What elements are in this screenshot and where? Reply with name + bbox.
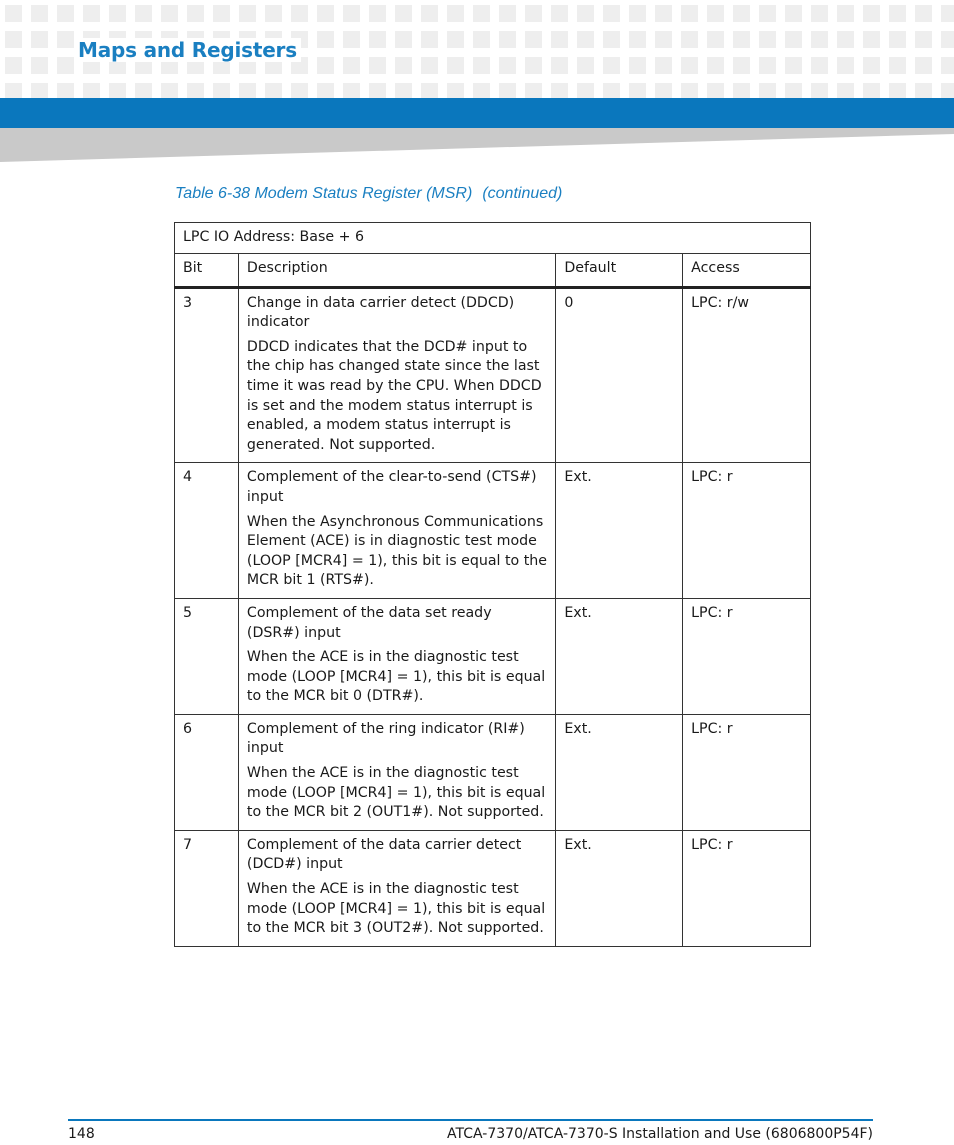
header-pattern-square xyxy=(343,83,360,98)
header-pattern-square xyxy=(811,83,828,98)
header-pattern-square xyxy=(317,57,334,74)
default-cell: 0 xyxy=(556,287,683,463)
header-pattern-square xyxy=(317,83,334,98)
header-pattern-square xyxy=(447,31,464,48)
header-pattern-square xyxy=(629,57,646,74)
header-pattern-square xyxy=(187,5,204,22)
header-pattern-square xyxy=(551,83,568,98)
header-pattern-square xyxy=(681,83,698,98)
default-cell: Ext. xyxy=(556,830,683,946)
header-pattern-square xyxy=(525,83,542,98)
header-pattern-square xyxy=(135,83,152,98)
header-pattern-square xyxy=(733,57,750,74)
header-pattern-square xyxy=(551,57,568,74)
table-row xyxy=(175,598,811,714)
description-body: When the Asynchronous Communications Element (ACE) is in diagnostic test mode (LOOP [MCR4] = 1), this bit is equal to the MCR bit 1 (RTS#). xyxy=(246,513,547,589)
header-pattern-square xyxy=(31,5,48,22)
header-pattern-square xyxy=(57,57,74,74)
header-pattern-square xyxy=(421,57,438,74)
header-pattern-square xyxy=(733,83,750,98)
description-body: DDCD indicates that the DCD# input to the chip has changed state since the last time it was read by the CPU. When DDCD is set and the modem status interrupt is enabled, a modem status interrupt is generated. Not supported. xyxy=(246,338,542,453)
header-pattern-square xyxy=(525,31,542,48)
header-pattern-square xyxy=(759,5,776,22)
header-pattern-square xyxy=(525,57,542,74)
header-pattern-square xyxy=(915,5,932,22)
header-pattern-square xyxy=(499,31,516,48)
header-pattern-square xyxy=(707,83,724,98)
header-pattern-square xyxy=(317,5,334,22)
header-pattern-square xyxy=(239,83,256,98)
header-pattern-square xyxy=(941,31,954,48)
header-pattern-square xyxy=(57,5,74,22)
description-title: Complement of the data set ready (DSR#) input xyxy=(246,604,492,641)
header-pattern-square xyxy=(707,31,724,48)
header-pattern-square xyxy=(863,31,880,48)
header-pattern-square xyxy=(603,83,620,98)
table-caption-title: Table 6-38 Modem Status Register (MSR) xyxy=(175,185,473,202)
header-pattern-square xyxy=(499,57,516,74)
header-pattern-square xyxy=(5,83,22,98)
header-pattern-square xyxy=(577,57,594,74)
header-pattern-square xyxy=(681,5,698,22)
header-pattern-square xyxy=(317,31,334,48)
header-pattern-square xyxy=(577,5,594,22)
header-pattern-square xyxy=(785,57,802,74)
header-pattern-square xyxy=(31,57,48,74)
header-pattern-square xyxy=(889,31,906,48)
column-header-default: Default xyxy=(556,254,683,288)
section-title: Maps and Registers xyxy=(78,38,301,62)
header-pattern-square xyxy=(447,83,464,98)
description-body: When the ACE is in the diagnostic test mode (LOOP [MCR4] = 1), this bit is equal to the MCR bit 2 (OUT1#). Not supported. xyxy=(246,765,546,821)
access-cell: LPC: r/w xyxy=(683,287,811,463)
header-pattern-square xyxy=(161,5,178,22)
header-pattern-square xyxy=(941,57,954,74)
header-pattern-square xyxy=(629,5,646,22)
header-pattern-square xyxy=(31,31,48,48)
header-pattern-square xyxy=(447,57,464,74)
description-title: Complement of the clear-to-send (CTS#) input xyxy=(246,469,537,505)
header-pattern-square xyxy=(343,5,360,22)
description-body: When the ACE is in the diagnostic test mode (LOOP [MCR4] = 1), this bit is equal to the MCR bit 3 (OUT2#). Not supported. xyxy=(246,881,546,937)
header-pattern-square xyxy=(395,31,412,48)
header-pattern-square xyxy=(863,83,880,98)
bit-cell: 7 xyxy=(175,830,239,946)
access-cell: LPC: r xyxy=(683,830,811,946)
header-pattern-square xyxy=(239,5,256,22)
header-pattern-square xyxy=(655,57,672,74)
header-pattern-square xyxy=(109,83,126,98)
header-pattern-square xyxy=(213,5,230,22)
header-pattern-square xyxy=(655,83,672,98)
header-pattern-square xyxy=(811,31,828,48)
address-row xyxy=(175,223,811,254)
header-pattern-square xyxy=(837,57,854,74)
header-pattern-square xyxy=(889,83,906,98)
header-pattern-square xyxy=(837,31,854,48)
header-pattern-square xyxy=(629,31,646,48)
header-pattern-square xyxy=(915,31,932,48)
column-header-description: Description xyxy=(238,254,555,288)
header-pattern-square xyxy=(109,5,126,22)
header-pattern-square xyxy=(161,83,178,98)
column-header-bit: Bit xyxy=(175,254,239,288)
header-pattern-square xyxy=(655,5,672,22)
description-cell xyxy=(238,830,555,946)
header-pattern-square xyxy=(31,83,48,98)
bit-cell: 3 xyxy=(175,287,239,463)
header-pattern-square xyxy=(707,57,724,74)
header-pattern-square xyxy=(681,57,698,74)
footer-rule xyxy=(68,1119,873,1121)
header-pattern-square xyxy=(291,5,308,22)
header-pattern-square xyxy=(707,5,724,22)
header-pattern-square xyxy=(57,31,74,48)
header-pattern-square xyxy=(395,57,412,74)
header-pattern-square xyxy=(941,5,954,22)
header-pattern-square xyxy=(837,5,854,22)
default-cell: Ext. xyxy=(556,598,683,714)
header-pattern-square xyxy=(525,5,542,22)
description-cell xyxy=(238,463,555,599)
header-pattern-square xyxy=(421,31,438,48)
table-caption-continued: (continued) xyxy=(482,185,563,202)
page-number: 148 xyxy=(68,1126,95,1142)
header-pattern-square xyxy=(421,83,438,98)
header-blue-band xyxy=(0,98,954,128)
header-pattern-square xyxy=(863,57,880,74)
description-body: When the ACE is in the diagnostic test mode (LOOP [MCR4] = 1), this bit is equal to the MCR bit 0 (DTR#). xyxy=(246,649,546,705)
header-pattern-square xyxy=(499,83,516,98)
bit-cell: 4 xyxy=(175,463,239,599)
header-pattern-square xyxy=(681,31,698,48)
header-pattern-square xyxy=(5,31,22,48)
header-pattern-square xyxy=(343,31,360,48)
header-pattern-square xyxy=(551,5,568,22)
default-cell: Ext. xyxy=(556,463,683,599)
header-pattern-square xyxy=(811,57,828,74)
header-pattern-square xyxy=(291,83,308,98)
header-pattern-square xyxy=(499,5,516,22)
table-caption xyxy=(175,185,562,203)
header-pattern-square xyxy=(369,5,386,22)
header-pattern-square xyxy=(135,5,152,22)
header-pattern-square xyxy=(603,5,620,22)
description-cell xyxy=(238,714,555,830)
header-pattern-square xyxy=(889,57,906,74)
register-table xyxy=(174,222,811,947)
header-pattern-square xyxy=(83,5,100,22)
header-pattern-square xyxy=(577,83,594,98)
header-pattern-square xyxy=(5,5,22,22)
header-pattern-square xyxy=(863,5,880,22)
header-pattern-square xyxy=(213,83,230,98)
header-pattern-square xyxy=(915,57,932,74)
address-cell: LPC IO Address: Base + 6 xyxy=(175,223,811,254)
header-pattern-square xyxy=(473,57,490,74)
header-pattern-square xyxy=(785,31,802,48)
header-pattern-square xyxy=(265,5,282,22)
description-cell xyxy=(238,598,555,714)
header-pattern-square xyxy=(915,83,932,98)
header-pattern-square xyxy=(473,83,490,98)
header-pattern-square xyxy=(785,5,802,22)
header-gray-wedge xyxy=(0,128,954,164)
access-cell: LPC: r xyxy=(683,714,811,830)
table-row xyxy=(175,714,811,830)
header-pattern-square xyxy=(577,31,594,48)
header-pattern-square xyxy=(811,5,828,22)
default-cell: Ext. xyxy=(556,714,683,830)
description-title: Complement of the data carrier detect (DCD#) input xyxy=(246,836,522,873)
table-row xyxy=(175,830,811,946)
document-title: ATCA-7370/ATCA-7370-S Installation and Use (6806800P54F) xyxy=(447,1126,873,1142)
header-pattern-square xyxy=(785,83,802,98)
header-pattern-square xyxy=(941,83,954,98)
header-pattern-square xyxy=(759,83,776,98)
header-row xyxy=(175,254,811,288)
header-pattern-square xyxy=(5,57,22,74)
header-pattern-square xyxy=(603,57,620,74)
bit-cell: 5 xyxy=(175,598,239,714)
header-pattern-square xyxy=(447,5,464,22)
header-pattern-square xyxy=(759,31,776,48)
header-pattern-square xyxy=(369,83,386,98)
header-pattern-square xyxy=(629,83,646,98)
column-header-access: Access xyxy=(683,254,811,288)
header-pattern-square xyxy=(473,5,490,22)
header-pattern-square xyxy=(83,83,100,98)
header-pattern-square xyxy=(265,83,282,98)
bit-cell: 6 xyxy=(175,714,239,830)
header-pattern-square xyxy=(837,83,854,98)
description-cell xyxy=(238,287,555,463)
access-cell: LPC: r xyxy=(683,598,811,714)
table-row xyxy=(175,463,811,599)
header-pattern-square xyxy=(421,5,438,22)
header-pattern-square xyxy=(187,83,204,98)
header-pattern-square xyxy=(603,31,620,48)
header-pattern-square xyxy=(733,5,750,22)
header-pattern-square xyxy=(395,5,412,22)
header-pattern-square xyxy=(473,31,490,48)
header-pattern-square xyxy=(57,83,74,98)
description-title: Complement of the ring indicator (RI#) input xyxy=(246,720,525,757)
header-pattern-square xyxy=(733,31,750,48)
header-pattern-square xyxy=(369,31,386,48)
header-pattern-square xyxy=(551,31,568,48)
header-pattern-square xyxy=(343,57,360,74)
table-row xyxy=(175,287,811,463)
header-pattern-square xyxy=(889,5,906,22)
header-pattern-square xyxy=(655,31,672,48)
access-cell: LPC: r xyxy=(683,463,811,599)
header-pattern-square xyxy=(759,57,776,74)
description-title: Change in data carrier detect (DDCD) indicator xyxy=(246,294,515,331)
header-pattern-square xyxy=(369,57,386,74)
header-pattern-square xyxy=(395,83,412,98)
